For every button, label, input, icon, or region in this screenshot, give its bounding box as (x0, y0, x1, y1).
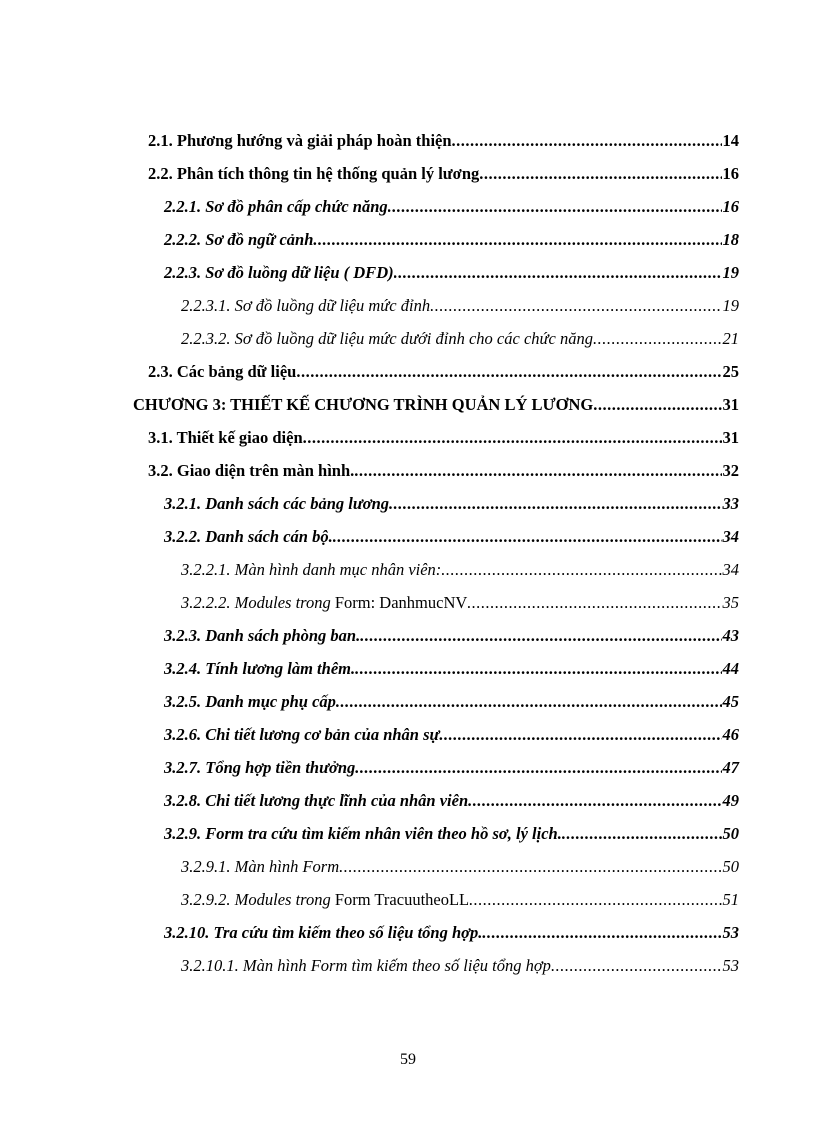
table-of-contents (0, 118, 816, 976)
toc-title-suffix: Form TracuutheoLL (334, 890, 470, 909)
toc-entry (164, 646, 739, 679)
toc-entry (164, 679, 739, 712)
toc-entry (164, 250, 739, 283)
toc-page: 35 (722, 593, 739, 612)
toc-entry (164, 910, 739, 943)
toc-title: 2.2.2. Sơ đồ ngữ cảnh (164, 230, 314, 249)
toc-title: CHƯƠNG 3: THIẾT KẾ CHƯƠNG TRÌNH QUẢN LÝ LƯƠNG (133, 395, 594, 414)
toc-page: 50 (722, 824, 739, 843)
toc-entry (164, 481, 739, 514)
toc-title (181, 890, 469, 910)
dot-leader (562, 824, 722, 844)
toc-page: 43 (722, 626, 739, 645)
dot-leader (593, 329, 722, 349)
toc-page: 21 (722, 329, 739, 348)
toc-entry (148, 415, 739, 448)
toc-title: 2.3. Các bảng dữ liệu (148, 362, 297, 381)
toc-entry (164, 514, 739, 547)
dot-leader (389, 494, 721, 514)
toc-title: 3.2.10.1. Màn hình Form tìm kiếm theo số liệu tổng hợp (181, 956, 551, 975)
dot-leader (482, 923, 721, 943)
toc-page: 53 (722, 956, 739, 975)
toc-entry (181, 844, 739, 877)
toc-entry (181, 316, 739, 349)
dot-leader (479, 164, 721, 184)
toc-page: 49 (722, 791, 739, 810)
dot-leader (336, 692, 722, 712)
toc-page: 47 (722, 758, 739, 777)
toc-page: 32 (722, 461, 739, 480)
toc-title: 3.2.2. Danh sách cán bộ. (164, 527, 333, 546)
toc-entry (181, 877, 739, 910)
dot-leader (360, 626, 721, 646)
toc-entry (164, 778, 739, 811)
toc-page: 19 (722, 296, 739, 315)
toc-entry (164, 184, 739, 217)
toc-entry (164, 613, 739, 646)
toc-title: 3.2.9.1. Màn hình Form (181, 857, 340, 876)
toc-title: 2.1. Phương hướng và giải pháp hoàn thiện (148, 131, 452, 150)
toc-title: 3.2.9. Form tra cứu tìm kiếm nhân viên theo hồ sơ, lý lịch. (164, 824, 562, 843)
dot-leader (452, 131, 722, 151)
toc-page: 19 (722, 263, 739, 282)
toc-title: 3.2. Giao diện trên màn hình. (148, 461, 355, 480)
toc-page: 34 (722, 560, 739, 579)
toc-title: 3.1. Thiết kế giao diện (148, 428, 303, 447)
toc-page: 25 (722, 362, 739, 381)
toc-title: 2.2.3.2. Sơ đồ luồng dữ liệu mức dưới đỉnh cho các chức năng (181, 329, 593, 348)
toc-entry (164, 811, 739, 844)
toc-page: 45 (722, 692, 739, 711)
toc-title: 3.2.4. Tính lương làm thêm. (164, 659, 356, 678)
dot-leader (468, 791, 721, 811)
dot-leader (430, 296, 721, 316)
toc-page: 34 (722, 527, 739, 546)
page-number: 59 (400, 1051, 416, 1068)
toc-title: 3.2.2.1. Màn hình danh mục nhân viên: (181, 560, 442, 579)
toc-entry (164, 712, 739, 745)
toc-entry (148, 118, 739, 151)
toc-title: 3.2.1. Danh sách các bảng lương (164, 494, 390, 513)
toc-page: 51 (722, 890, 739, 909)
dot-leader (593, 395, 721, 415)
dot-leader (441, 560, 721, 580)
toc-page: 14 (722, 131, 739, 150)
dot-leader (467, 593, 721, 613)
dot-leader (439, 725, 721, 745)
dot-leader (333, 527, 722, 547)
dot-leader (303, 428, 722, 448)
toc-title-main: 3.2.2.2. Modules trong (181, 593, 331, 612)
toc-page: 53 (722, 923, 739, 942)
toc-page: 44 (722, 659, 739, 678)
toc-chapter-entry (133, 382, 739, 415)
toc-entry (181, 547, 739, 580)
toc-title: 2.2.3.1. Sơ đồ luồng dữ liệu mức đỉnh (181, 296, 431, 315)
toc-title-suffix: Form: DanhmucNV (334, 593, 468, 612)
toc-page: 31 (722, 395, 739, 414)
toc-title: 3.2.3. Danh sách phòng ban. (164, 626, 361, 645)
dot-leader (551, 956, 722, 976)
toc-page: 16 (722, 197, 739, 216)
toc-title (181, 593, 467, 613)
dot-leader (313, 230, 721, 250)
dot-leader (388, 197, 722, 217)
toc-entry (181, 283, 739, 316)
dot-leader (296, 362, 721, 382)
toc-title: 3.2.10. Tra cứu tìm kiếm theo số liệu tổng hợp. (164, 923, 483, 942)
toc-entry (164, 217, 739, 250)
dot-leader (339, 857, 721, 877)
toc-entry (148, 151, 739, 184)
toc-page: 31 (722, 428, 739, 447)
toc-title: 2.2. Phân tích thông tin hệ thống quản lý lương (148, 164, 480, 183)
toc-entry (148, 448, 739, 481)
toc-page: 18 (722, 230, 739, 249)
toc-entry (164, 745, 739, 778)
dot-leader (354, 461, 721, 481)
toc-page: 50 (722, 857, 739, 876)
toc-title: 2.2.1. Sơ đồ phân cấp chức năng (164, 197, 388, 216)
toc-title: 3.2.8. Chi tiết lương thực lĩnh của nhân viên (164, 791, 469, 810)
toc-title: 3.2.7. Tổng hợp tiền thưởng (164, 758, 356, 777)
toc-page: 46 (722, 725, 739, 744)
toc-page: 16 (722, 164, 739, 183)
dot-leader (469, 890, 721, 910)
toc-entry (181, 943, 739, 976)
toc-title-main: 3.2.9.2. Modules trong (181, 890, 331, 909)
dot-leader (355, 758, 721, 778)
toc-title: 3.2.5. Danh mục phụ cấp (164, 692, 336, 711)
dot-leader (355, 659, 721, 679)
toc-page: 33 (722, 494, 739, 513)
toc-title: 2.2.3. Sơ đồ luồng dữ liệu ( DFD) (164, 263, 394, 282)
dot-leader (394, 263, 722, 283)
toc-title: 3.2.6. Chi tiết lương cơ bản của nhân sự (164, 725, 440, 744)
toc-entry (181, 580, 739, 613)
toc-entry (148, 349, 739, 382)
